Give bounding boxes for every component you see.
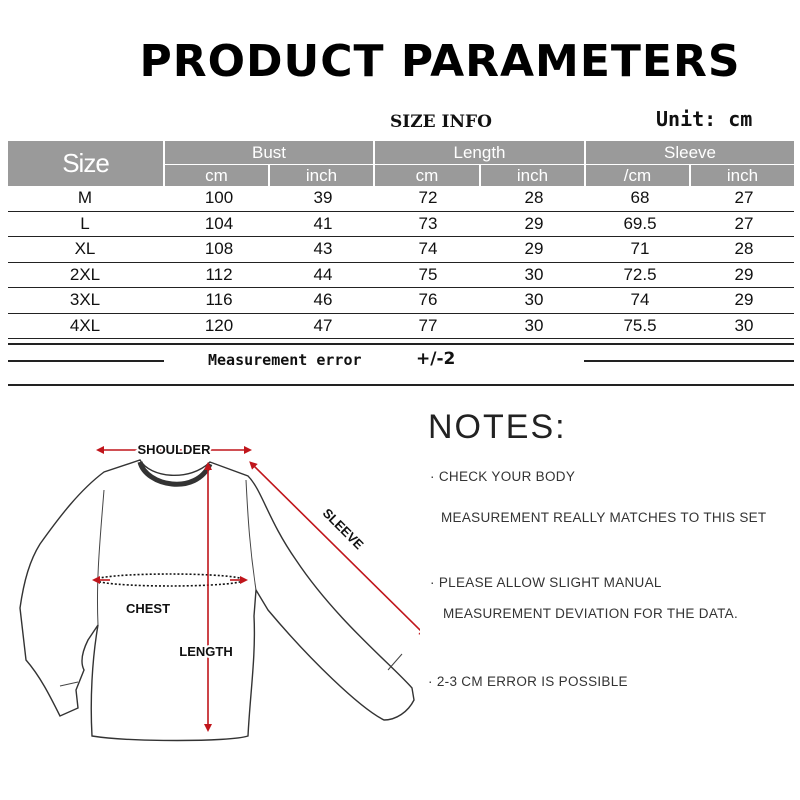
table-cell: 77 [418, 315, 438, 335]
table-cell: 72.5 [623, 264, 657, 284]
size-column-header: Size [8, 141, 163, 186]
table-cell: 69.5 [623, 213, 657, 233]
bust-inch-header: inch [270, 165, 373, 186]
table-cell: 75.5 [623, 315, 657, 335]
shirt-outline [20, 460, 414, 741]
shirt-diagram [0, 420, 420, 800]
chest-label: CHEST [125, 601, 171, 616]
table-cell: 74 [630, 290, 650, 309]
table-cell: 76 [418, 290, 438, 309]
page-title: PRODUCT PARAMETERS [139, 36, 741, 87]
table-row [8, 288, 794, 314]
divider-left [8, 360, 164, 362]
table-row [8, 314, 794, 340]
size-table [8, 141, 794, 339]
table-cell: 68 [630, 188, 650, 207]
table-row [8, 237, 794, 263]
table-cell: 30 [524, 290, 544, 309]
sleeve-inch-header: inch [691, 165, 794, 186]
note-line-3: · PLEASE ALLOW SLIGHT MANUAL [430, 575, 662, 590]
table-cell: 27 [734, 213, 754, 233]
table-cell: 71 [630, 239, 650, 258]
bust-cm-header: cm [165, 165, 268, 186]
sleeve-label: SLEEVE [319, 505, 367, 553]
table-row [8, 263, 794, 289]
table-header [8, 141, 794, 186]
unit-label: Unit: cm [656, 107, 753, 131]
note-line-2: MEASUREMENT REALLY MATCHES TO THIS SET [441, 510, 767, 525]
note-line-4: MEASUREMENT DEVIATION FOR THE DATA. [443, 606, 739, 621]
table-cell: 30 [524, 264, 544, 284]
table-cell: 44 [313, 264, 333, 284]
note-line-5: · 2-3 CM ERROR IS POSSIBLE [428, 674, 628, 689]
table-cell: 74 [418, 239, 438, 258]
size-cell: 2XL [69, 264, 101, 284]
table-cell: 104 [204, 213, 234, 233]
size-cell: M [77, 188, 93, 207]
sleeve-cm-header: /cm [586, 165, 689, 186]
table-cell: 41 [313, 213, 333, 233]
sleeve-group-header: Sleeve [586, 141, 794, 164]
table-cell: 29 [734, 290, 754, 309]
table-cell: 29 [734, 264, 754, 284]
table-cell: 29 [524, 239, 544, 258]
table-cell: 30 [524, 315, 544, 335]
length-cm-header: cm [375, 165, 479, 186]
table-cell: 29 [524, 213, 544, 233]
table-cell: 30 [734, 315, 754, 335]
table-cell: 73 [418, 213, 438, 233]
measurement-error-label: Measurement error [208, 351, 362, 369]
table-cell: 112 [205, 264, 233, 284]
length-label: LENGTH [179, 644, 233, 659]
table-cell: 39 [313, 188, 333, 207]
divider-top [8, 343, 794, 345]
table-body [8, 186, 794, 339]
size-cell: 3XL [69, 290, 101, 309]
table-cell: 75 [418, 264, 438, 284]
table-cell: 72 [418, 188, 438, 207]
table-cell: 116 [205, 290, 233, 309]
cuff-right [388, 654, 402, 670]
length-group-header: Length [375, 141, 584, 164]
table-cell: 100 [204, 188, 234, 207]
length-inch-header: inch [481, 165, 584, 186]
table-cell: 120 [204, 315, 234, 335]
table-row [8, 212, 794, 238]
size-cell: XL [74, 239, 96, 258]
table-cell: 28 [524, 188, 544, 207]
table-cell: 47 [313, 315, 333, 335]
table-cell: 43 [313, 239, 333, 258]
size-cell: L [80, 213, 90, 233]
note-line-1: · CHECK YOUR BODY [430, 469, 576, 484]
measurement-error-row [8, 343, 794, 388]
table-cell: 28 [734, 239, 754, 258]
shoulder-label: SHOULDER [137, 442, 211, 457]
divider-bottom [8, 384, 794, 386]
measurement-error-value: +/-2 [416, 349, 456, 369]
bust-group-header: Bust [165, 141, 373, 164]
size-info-label: SIZE INFO [390, 112, 492, 132]
table-cell: 108 [204, 239, 234, 258]
table-cell: 46 [313, 290, 333, 309]
table-cell: 27 [734, 188, 754, 207]
size-cell: 4XL [69, 315, 101, 335]
notes-title: NOTES: [428, 408, 567, 446]
divider-right [584, 360, 794, 362]
table-row [8, 186, 794, 212]
